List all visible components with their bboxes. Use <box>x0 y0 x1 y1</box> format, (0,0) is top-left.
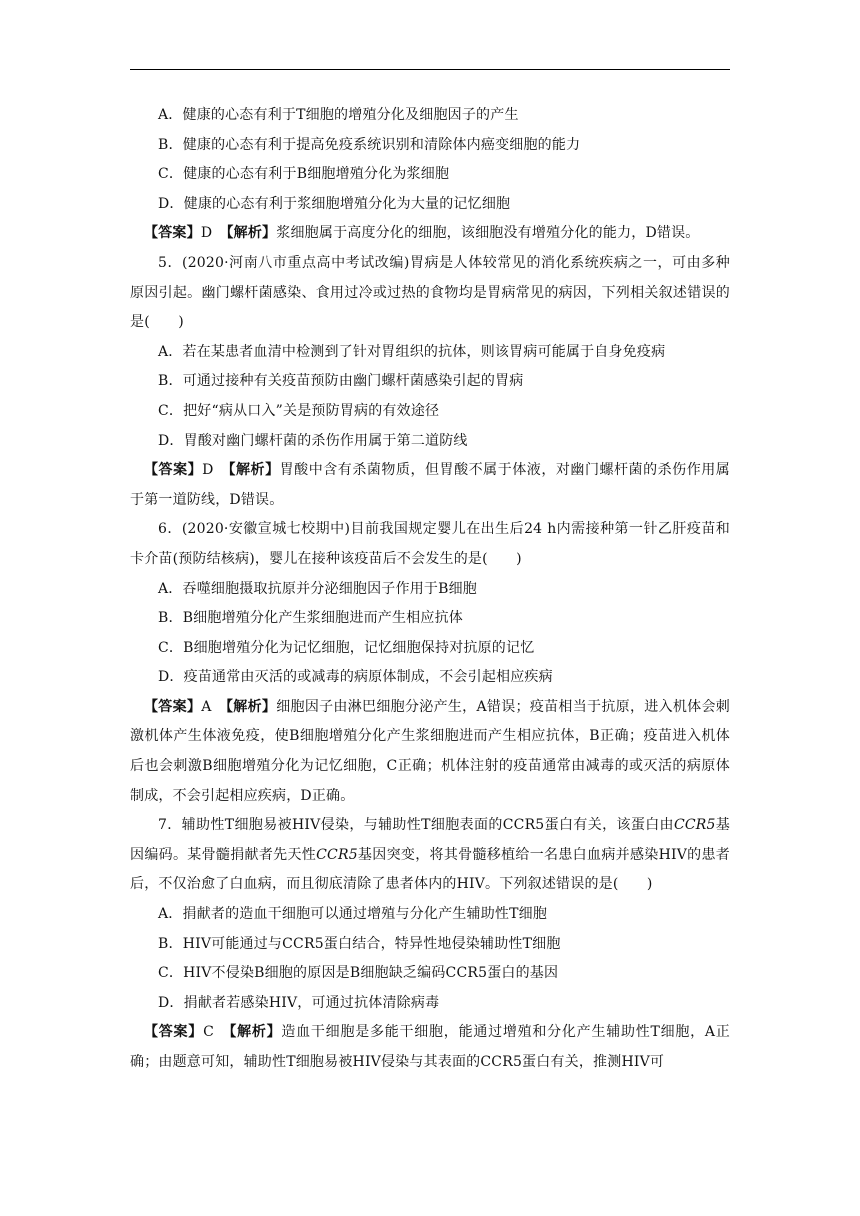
q5-option-d: D．胃酸对幽门螺杆菌的杀伤作用属于第二道防线 <box>158 432 468 449</box>
q5-stem: 5．(2020·河南八市重点高中考试改编)胃病是人体较常见的消化系统疾病之一，可由多种原因引起。幽门螺杆菌感染、食用过冷或过热的食物均是胃病常见的病因，下列相关叙述错误的是( ) <box>130 254 730 331</box>
answer-label: 【答案】 <box>144 462 203 479</box>
answer-letter: A <box>201 698 212 715</box>
answer-letter: D <box>202 462 214 479</box>
analysis-text: 胃酸中含有杀菌物质，但胃酸不属于体液，对幽门螺杆菌的杀伤作用属于第一道防线，D错误。 <box>130 462 730 508</box>
q7-option-a: A．捐献者的造血干细胞可以通过增殖与分化产生辅助性T细胞 <box>158 906 548 923</box>
analysis-label: 【解析】 <box>225 698 277 715</box>
answer-label: 【答案】 <box>144 225 201 242</box>
analysis-label: 【解析】 <box>226 225 277 242</box>
answer-label: 【答案】 <box>144 698 202 715</box>
q4-answer <box>130 219 730 249</box>
q7-stem-part-2: 基因编码。某骨髓捐献者先天性 <box>130 817 730 863</box>
q6-option-c: C．B细胞增殖分化为记忆细胞，记忆细胞保持对抗原的记忆 <box>158 639 535 656</box>
analysis-text: 造血干细胞是多能干细胞，能通过增殖和分化产生辅助性T细胞，A正确；由题意可知，辅助性T细胞易被HIV侵染与其表面的CCR5蛋白有关，推测HIV可 <box>130 1024 730 1070</box>
q4-option-a: A．健康的心态有利于T细胞的增殖分化及细胞因子的产生 <box>158 107 519 123</box>
answer-label: 【答案】 <box>144 1024 204 1041</box>
q7-gene-name-2: CCR5 <box>316 846 358 863</box>
q5-answer <box>130 456 730 515</box>
q5-option-a: A．若在某患者血清中检测到了针对胃组织的抗体，则该胃病可能属于自身免疫病 <box>158 343 666 360</box>
analysis-label: 【解析】 <box>229 1024 282 1041</box>
answer-letter: D <box>200 225 213 242</box>
q7-stem-part-1: 7．辅助性T细胞易被HIV侵染，与辅助性T细胞表面的CCR5蛋白有关，该蛋白由 <box>158 817 674 834</box>
q4-option-d: D．健康的心态有利于浆细胞增殖分化为大量的记忆细胞 <box>158 195 511 212</box>
q6-option-d: D．疫苗通常由灭活的或减毒的病原体制成，不会引起相应疾病 <box>158 669 553 686</box>
analysis-label: 【解析】 <box>228 462 280 479</box>
q7-option-b: B．HIV可能通过与CCR5蛋白结合，特异性地侵染辅助性T细胞 <box>158 935 561 952</box>
q6-stem: 6．(2020·安徽宣城七校期中)目前我国规定婴儿在出生后24 h内需接种第一针乙肝疫苗和卡介苗(预防结核病)，婴儿在接种该疫苗后不会发生的是( ) <box>130 521 730 567</box>
q7-stem-part-3: 基因突变，将其骨髓移植给一名患白血病并感染HIV的患者后，不仅治愈了白血病，而且彻底清除了患者体内的HIV。下列叙述错误的是( ) <box>130 846 730 893</box>
q7-stem <box>130 811 730 900</box>
analysis-text: 细胞因子由淋巴细胞分泌产生，A错误；疫苗相当于抗原，进入机体会刺激机体产生体液免疫，使B细胞增殖分化产生浆细胞进而产生相应抗体，B正确；疫苗进入机体后也会刺激B细胞增殖分化为记忆细胞，C正确；机体注射的疫苗通常由减毒的或灭活的病原体制成，不会引起相应疾病，D正确。 <box>130 698 730 804</box>
q6-option-b: B．B细胞增殖分化产生浆细胞进而产生相应抗体 <box>158 610 463 627</box>
q5-option-c: C．把好“病从口入”关是预防胃病的有效途径 <box>158 402 440 419</box>
q7-gene-name-1: CCR5 <box>673 817 716 834</box>
q4-option-b: B．健康的心态有利于提高免疫系统识别和清除体内癌变细胞的能力 <box>158 136 581 153</box>
q7-option-c: C．HIV不侵染B细胞的原因是B细胞缺乏编码CCR5蛋白的基因 <box>158 965 559 982</box>
q6-answer <box>130 693 730 811</box>
q4-option-c: C．健康的心态有利于B细胞增殖分化为浆细胞 <box>158 166 450 183</box>
q5-option-b: B．可通过接种有关疫苗预防由幽门螺杆菌感染引起的胃病 <box>158 373 524 390</box>
q6-option-a: A．吞噬细胞摄取抗原并分泌细胞因子作用于B细胞 <box>158 580 477 597</box>
analysis-text: 浆细胞属于高度分化的细胞，该细胞没有增殖分化的能力，D错误。 <box>276 225 700 242</box>
document-body <box>130 101 730 1078</box>
answer-letter: C <box>203 1024 214 1041</box>
q7-answer <box>130 1018 730 1077</box>
q7-option-d: D．捐献者若感染HIV，可通过抗体清除病毒 <box>158 994 440 1011</box>
header-rule <box>130 69 730 70</box>
